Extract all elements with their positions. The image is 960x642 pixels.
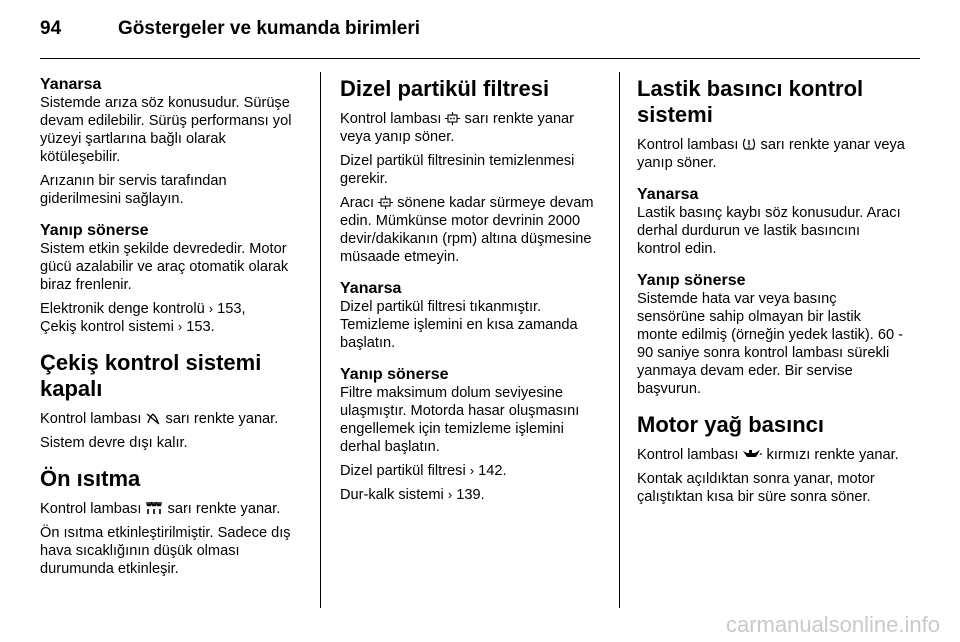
section-heading: Yanarsa (40, 76, 102, 93)
page-reference[interactable]: 153. (186, 319, 215, 335)
text: Aracı (340, 195, 375, 211)
text: Kontrol lambası (40, 411, 142, 427)
page-ref-arrow-icon: › (447, 487, 453, 502)
page-reference[interactable]: 139. (456, 487, 485, 503)
text: sarı renkte yanar. (165, 411, 279, 427)
section-yanarsa (340, 280, 608, 352)
section-yanip-sonerse (340, 366, 608, 504)
section-title: Lastik basıncı kontrol sistemi (637, 76, 864, 127)
section-heading: Yanıp sönerse (40, 222, 149, 239)
section-yanarsa (637, 186, 905, 258)
section-diesel-particle-filter (340, 76, 608, 266)
diesel-particle-filter-icon (445, 112, 460, 125)
section-traction-control-off (40, 350, 308, 452)
paragraph (40, 500, 308, 518)
column-3 (637, 76, 905, 520)
reference-text: Çekiş kontrol sistemi (40, 319, 174, 335)
column-2 (340, 76, 608, 518)
column-divider-2 (619, 72, 620, 608)
page-ref-arrow-icon: › (208, 301, 214, 316)
paragraph: Sistem etkin şekilde devrededir. Motor gücü azalabilir ve araç otomatik olarak biraz frenlenir. (40, 241, 289, 293)
paragraph (40, 410, 308, 428)
paragraph: Sistemde hata var veya basınç sensörüne sahip olmayan bir lastik monte edilmiş (örneğin yedek lastik). 60 - 90 saniye sonra kontrol lambası sürekli yanmaya devam eder. Bir servise başvurun. (637, 291, 904, 397)
paragraph-reference (340, 486, 608, 504)
section-oil-pressure (637, 412, 905, 506)
section-title: Ön ısıtma (40, 466, 141, 491)
header-rule (40, 58, 920, 59)
page-reference[interactable]: 153, (217, 301, 246, 317)
text: kırmızı renkte yanar. (766, 447, 899, 463)
section-heading: Yanarsa (340, 280, 402, 297)
tire-pressure-icon (742, 137, 756, 151)
paragraph: Kontak açıldıktan sonra yanar, motor çalıştıktan kısa bir süre sonra söner. (637, 471, 875, 505)
text: Kontrol lambası (340, 111, 442, 127)
text: sarı renkte yanar. (167, 501, 281, 517)
paragraph: Sistem devre dışı kalır. (40, 435, 188, 451)
paragraph-references (40, 300, 308, 336)
section-yanarsa (40, 76, 308, 208)
traction-control-off-icon (145, 412, 161, 425)
section-heading: Yanarsa (637, 186, 699, 203)
section-title: Çekiş kontrol sistemi kapalı (40, 350, 262, 401)
page-ref-arrow-icon: › (469, 463, 475, 478)
text: sarı renkte yanar veya yanıp söner. (637, 137, 905, 171)
paragraph: Dizel partikül filtresinin temizlenmesi gerekir. (340, 153, 575, 187)
reference-text: Dizel partikül filtresi (340, 463, 466, 479)
section-tire-pressure (637, 76, 905, 172)
section-heading: Yanıp sönerse (637, 272, 746, 289)
paragraph (340, 110, 608, 146)
paragraph: Filtre maksimum dolum seviyesine ulaşmıştır. Motorda hasar oluşmasını engellemek için temizleme işlemini derhal başlatın. (340, 385, 580, 455)
page-ref-arrow-icon: › (177, 319, 183, 334)
paragraph: Ön ısıtma etkinleştirilmiştir. Sadece dış hava sıcaklığının düşük olması durumunda etkinleşir. (40, 525, 291, 577)
section-preheating (40, 466, 308, 578)
column-1 (40, 76, 308, 592)
column-divider-1 (320, 72, 321, 608)
section-title: Motor yağ basıncı (637, 412, 825, 437)
section-title: Dizel partikül filtresi (340, 76, 550, 101)
reference-text: Dur-kalk sistemi (340, 487, 444, 503)
section-yanip-sonerse (40, 222, 308, 336)
paragraph: Dizel partikül filtresi tıkanmıştır. Temizleme işlemini en kısa zamanda başlatın. (340, 299, 578, 351)
paragraph (340, 194, 608, 266)
page-reference[interactable]: 142. (478, 463, 507, 479)
text: Kontrol lambası (637, 137, 739, 153)
text: Kontrol lambası (637, 447, 739, 463)
page-number: 94 (40, 18, 62, 39)
section-yanip-sonerse (637, 272, 905, 398)
paragraph (637, 446, 905, 464)
paragraph (637, 136, 905, 172)
paragraph: Arızanın bir servis tarafından giderilmesini sağlayın. (40, 173, 227, 207)
text: sönene kadar sürmeye devam edin. Mümkünse motor devrinin 2000 devir/dakikanın (rpm) altına düşmesine müsaade etmeyin. (340, 195, 594, 265)
text: Kontrol lambası (40, 501, 142, 517)
diesel-particle-filter-icon (378, 196, 393, 209)
oil-can-icon (742, 448, 762, 460)
watermark: carmanualsonline.info (725, 612, 940, 637)
section-heading: Yanıp sönerse (340, 366, 449, 383)
paragraph: Lastik basınç kaybı söz konusudur. Aracı derhal durdurun ve lastik basıncını kontrol edin. (637, 205, 901, 257)
paragraph: Sistemde arıza söz konusudur. Sürüşe devam edilebilir. Sürüş performansı yol yüzeyi şartlarına bağlı olarak kötüleşebilir. (40, 95, 292, 165)
page-title: Göstergeler ve kumanda birimleri (118, 18, 421, 39)
page-header (40, 18, 920, 58)
preheating-coil-icon (145, 501, 163, 515)
text: sarı renkte yanar veya yanıp söner. (340, 111, 575, 145)
reference-text: Elektronik denge kontrolü (40, 301, 205, 317)
paragraph-reference (340, 462, 608, 480)
